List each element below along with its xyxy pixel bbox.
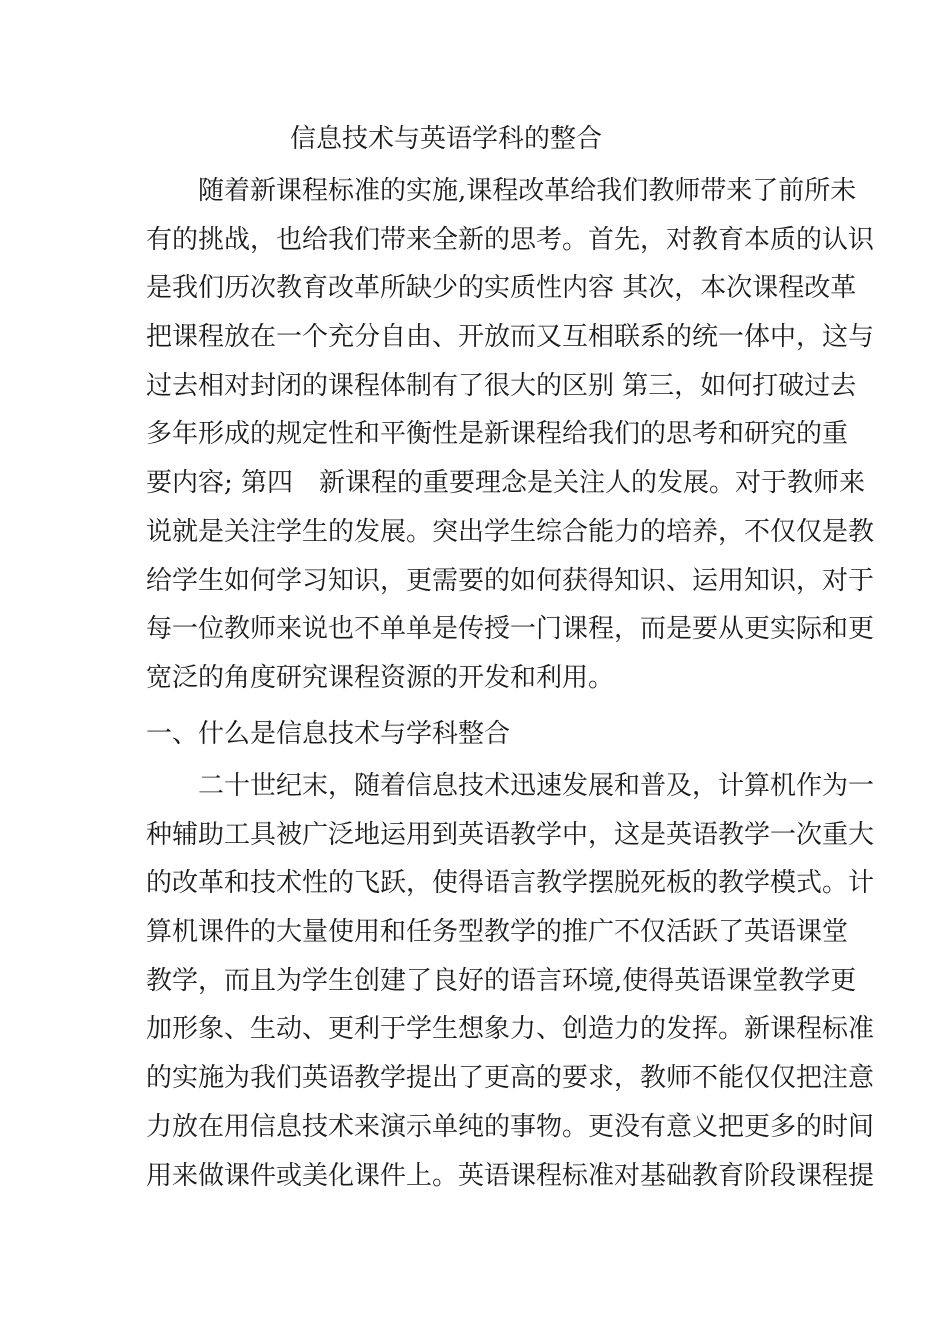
paragraph-line: 宽泛的角度研究课程资源的开发和利用。 [146, 662, 615, 693]
paragraph-line: 二十世纪末，随着信息技术迅速发展和普及，计算机作为一 [198, 771, 875, 801]
paragraph-line: 种辅助工具被广泛地运用到英语教学中，这是英语教学一次重大 [146, 819, 875, 850]
section-heading-text: 一、什么是信息技术与学科整合 [146, 719, 511, 749]
paragraph-line: 给学生如何学习知识，更需要的如何获得知识、运用知识，对于 [146, 565, 875, 596]
paragraph-line: 随着新课程标准的实施,课程改革给我们教师带来了前所未 [198, 176, 857, 206]
paragraph-line: 的改革和技术性的飞跃，使得语言教学摆脱死板的教学模式。计 [146, 868, 875, 899]
paragraph-line: 有的挑战，也给我们带来全新的思考。首先，对教育本质的认识 [146, 224, 875, 255]
paragraph-line: 每一位教师来说也不单单是传授一门课程，而是要从更实际和更 [146, 614, 875, 645]
paragraph-line: 过去相对封闭的课程体制有了很大的区别 第三，如何打破过去 [146, 370, 857, 401]
paragraph-line: 把课程放在一个充分自由、开放而又互相联系的统一体中，这与 [146, 322, 875, 353]
section-heading [146, 710, 826, 759]
paragraph-line: 算机课件的大量使用和任务型教学的推广不仅活跃了英语课堂 [146, 917, 849, 948]
paragraph-2 [146, 762, 875, 1200]
paragraph-line: 的实施为我们英语教学提出了更高的要求，教师不能仅仅把注意 [146, 1063, 875, 1094]
paragraph-line: 要内容; 第四 新课程的重要理念是关注人的发展。对于教师来 [146, 468, 866, 499]
paragraph-line: 力放在用信息技术来演示单纯的事物。更没有意义把更多的时间 [146, 1111, 875, 1142]
paragraph-line: 加形象、生动、更利于学生想象力、创造力的发挥。新课程标准 [146, 1014, 875, 1045]
paragraph-1 [146, 167, 875, 703]
document-title: 信息技术与英语学科的整合 [290, 124, 603, 154]
paragraph-line: 是我们历次教育改革所缺少的实质性内容 其次，本次课程改革 [146, 273, 857, 304]
paragraph-line: 用来做课件或美化课件上。英语课程标准对基础教育阶段课程提 [146, 1160, 875, 1191]
paragraph-line: 说就是关注学生的发展。突出学生综合能力的培养，不仅仅是教 [146, 516, 875, 547]
paragraph-line: 教学，而且为学生创建了良好的语言环境,使得英语课堂教学更 [146, 965, 857, 996]
paragraph-line: 多年形成的规定性和平衡性是新课程给我们的思考和研究的重 [146, 419, 849, 450]
